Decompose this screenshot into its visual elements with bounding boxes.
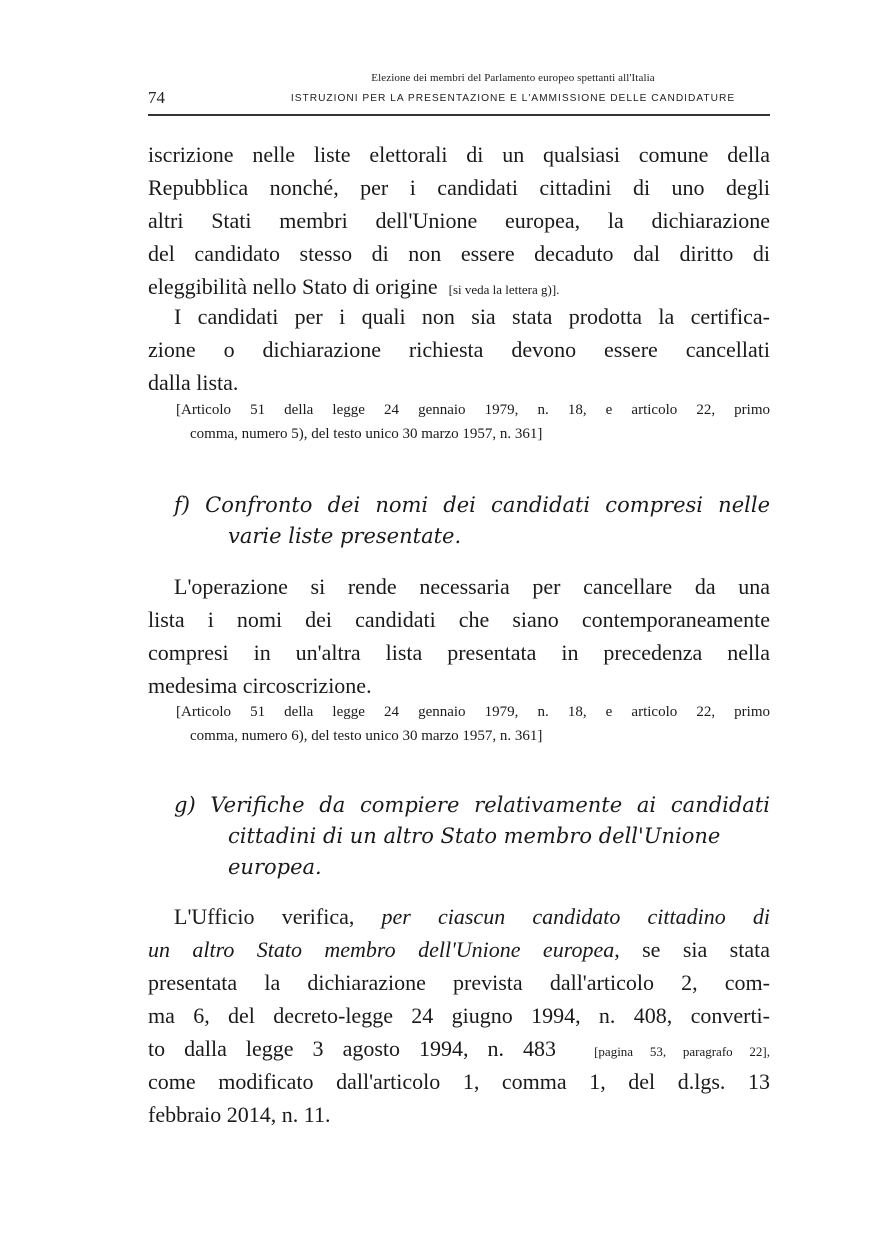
heading-line: varie liste presentate. [228, 524, 462, 548]
paragraph-line [148, 900, 770, 933]
paragraph-3 [148, 570, 770, 702]
citation-2 [176, 700, 770, 748]
running-head-subtitle: ISTRUZIONI PER LA PRESENTAZIONE E L'AMMISSIONE DELLE CANDIDATURE [290, 93, 736, 104]
paragraph-line: lista i nomi dei candidati che siano contemporaneamente [148, 607, 770, 632]
paragraph-line: medesima circoscrizione. [148, 673, 372, 698]
paragraph-line: febbraio 2014, n. 11. [148, 1102, 331, 1127]
paragraph-line: presentata la dichiarazione prevista dall'articolo 2, com- [148, 970, 770, 995]
section-heading-f [174, 490, 770, 552]
heading-line: g) Verifiche da compiere relativamente ai candidati [174, 793, 770, 817]
running-head-title: Elezione dei membri del Parlamento europeo spettanti all'Italia [371, 72, 655, 84]
paragraph-line-text: eleggibilità nello Stato di origine [148, 274, 438, 299]
paragraph-line-text: to dalla legge 3 agosto 1994, n. 483 [148, 1036, 557, 1061]
emphasis-text: per ciascun candidato cittadino di [381, 904, 770, 929]
heading-line: europea. [228, 855, 322, 879]
paragraph-line-text: L'Ufficio verifica, [174, 904, 382, 929]
paragraph-line: zione o dichiarazione richiesta devono essere cancellati [148, 337, 770, 362]
cross-reference-note: [si veda la lettera g)]. [448, 282, 560, 297]
paragraph-line [148, 270, 770, 303]
citation-line: [Articolo 51 della legge 24 gennaio 1979, n. 18, e articolo 22, primo [176, 704, 770, 720]
paragraph-line-text: , se sia stata [614, 937, 770, 962]
paragraph-line: Repubblica nonché, per i candidati cittadini di uno degli [148, 175, 770, 200]
paragraph-line: compresi in un'altra lista presentata in precedenza nella [148, 640, 770, 665]
citation-line: comma, numero 6), del testo unico 30 marzo 1957, n. 361] [190, 728, 543, 744]
paragraph-line: iscrizione nelle liste elettorali di un qualsiasi comune della [148, 142, 770, 167]
paragraph-line: del candidato stesso di non essere decaduto dal diritto di [148, 241, 770, 266]
header-rule [148, 114, 770, 116]
paragraph-line: altri Stati membri dell'Unione europea, la dichiarazione [148, 208, 770, 233]
section-heading-g [174, 790, 770, 883]
citation-line: comma, numero 5), del testo unico 30 marzo 1957, n. 361] [190, 426, 543, 442]
emphasis-text: un altro Stato membro dell'Unione europea [148, 937, 615, 962]
paragraph-1 [148, 138, 770, 303]
heading-line: cittadini di un altro Stato membro dell'Unione [228, 824, 721, 848]
citation-line: [Articolo 51 della legge 24 gennaio 1979, n. 18, e articolo 22, primo [176, 402, 770, 418]
page-number: 74 [148, 88, 165, 107]
running-head [148, 72, 770, 112]
paragraph-line [148, 933, 770, 966]
paragraph-line: dalla lista. [148, 370, 239, 395]
paragraph-2 [148, 300, 770, 399]
paragraph-line: ma 6, del decreto-legge 24 giugno 1994, n. 408, converti- [148, 1003, 770, 1028]
paragraph-line: I candidati per i quali non sia stata prodotta la certifica- [174, 304, 770, 329]
paragraph-line: L'operazione si rende necessaria per cancellare da una [174, 574, 770, 599]
heading-line: f) Confronto dei nomi dei candidati compresi nelle [174, 493, 770, 517]
cross-reference-note: [pagina 53, paragrafo 22], [594, 1044, 770, 1059]
paragraph-line: come modificato dall'articolo 1, comma 1, del d.lgs. 13 [148, 1069, 770, 1094]
paragraph-line [148, 1032, 770, 1065]
paragraph-4 [148, 900, 770, 1131]
citation-1 [176, 398, 770, 446]
